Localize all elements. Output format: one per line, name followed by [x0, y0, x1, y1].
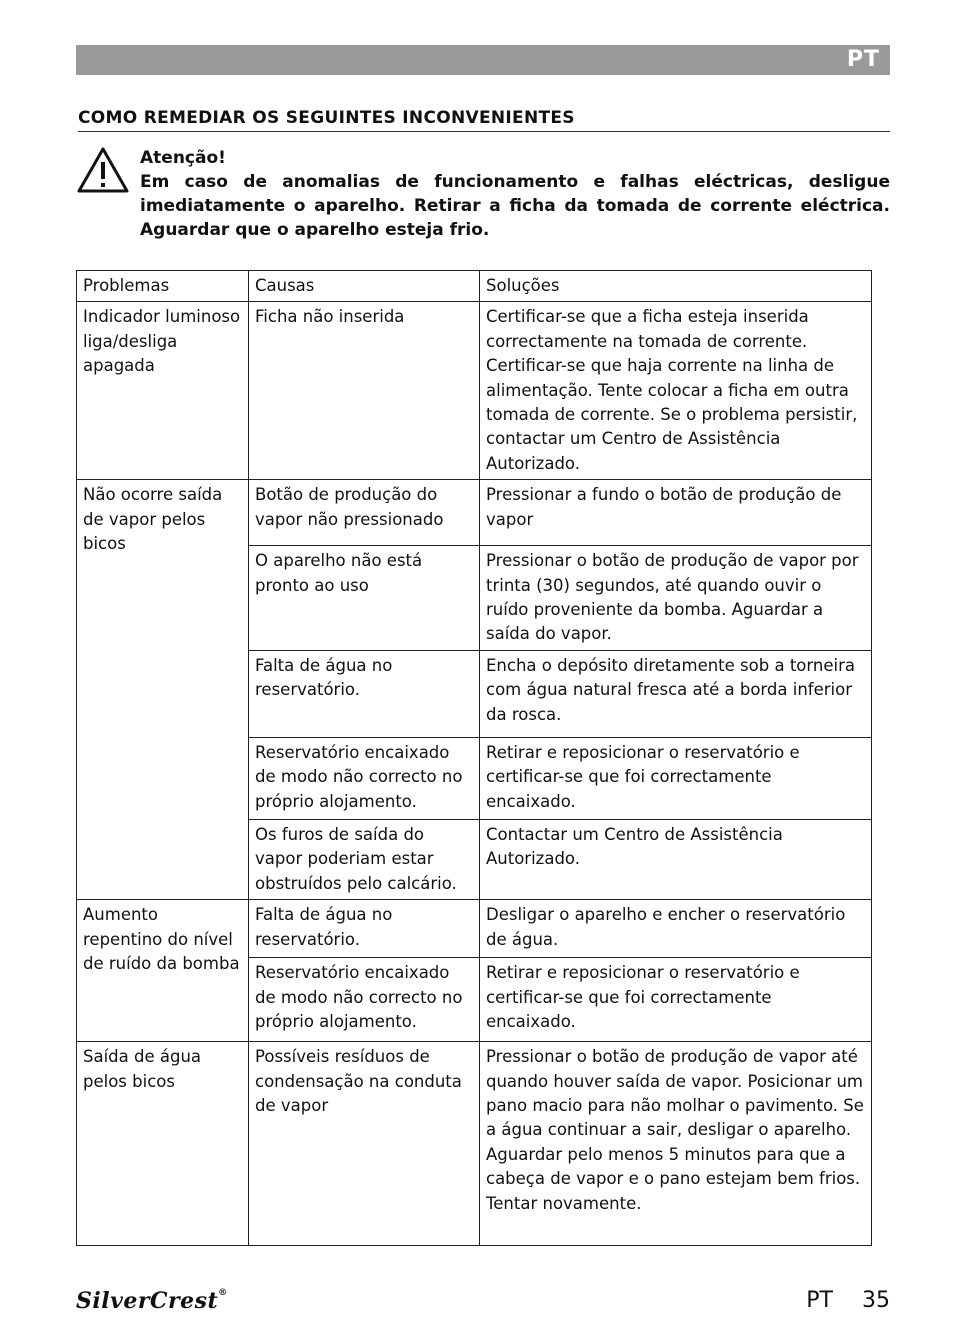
cause-cell: Ficha não inserida	[249, 302, 480, 480]
cause-cell: Botão de produção do vapor não pressionado	[249, 480, 480, 546]
header-bar	[76, 45, 890, 75]
solution-cell: Retirar e reposicionar o reservatório e certificar-se que foi correctamente encaixado.	[480, 737, 872, 819]
cause-cell: Falta de água no reservatório.	[249, 650, 480, 737]
section-title: COMO REMEDIAR OS SEGUINTES INCONVENIENTES	[78, 108, 890, 132]
solution-cell: Pressionar o botão de produção de vapor por trinta (30) segundos, até quando ouvir o ruído proveniente da bomba. Aguardar a saída do vapor.	[480, 546, 872, 651]
solution-cell: Encha o depósito diretamente sob a torneira com água natural fresca até a borda inferior da rosca.	[480, 650, 872, 737]
header-solutions: Soluções	[480, 271, 872, 302]
brand-name: SilverCrest	[76, 1288, 219, 1314]
registered-mark: ®	[218, 1288, 228, 1298]
footer-lang: PT	[806, 1288, 833, 1313]
table-body	[77, 271, 872, 1246]
language-badge: PT	[846, 47, 880, 72]
page-number: 35	[862, 1288, 890, 1313]
problem-cell: Saída de água pelos bicos	[77, 1042, 249, 1246]
table-row	[77, 302, 872, 480]
cause-cell: Reservatório encaixado de modo não correcto no próprio alojamento.	[249, 958, 480, 1042]
header-causes: Causas	[249, 271, 480, 302]
warning-body: Em caso de anomalias de funcionamento e falhas eléctricas, desligue imediatamente o aparelho. Retirar a ficha da tomada de corrente eléctrica. Aguardar que o aparelho esteja frio.	[140, 172, 890, 240]
solution-cell: Pressionar o botão de produção de vapor até quando houver saída de vapor. Posicionar um pano macio para não molhar o pavimento. Se a água continuar a sair, desligar o aparelho. Aguardar pelo menos 5 minutos para que a cabeça de vapor e o pano estejam bem frios. Tentar novamente.	[480, 1042, 872, 1246]
warning-heading: Atenção!	[140, 148, 226, 168]
cause-cell: Reservatório encaixado de modo não correcto no próprio alojamento.	[249, 737, 480, 819]
cause-cell: O aparelho não está pronto ao uso	[249, 546, 480, 651]
table-row	[77, 900, 872, 958]
table-row	[77, 480, 872, 546]
problem-cell: Não ocorre saída de vapor pelos bicos	[77, 480, 249, 900]
header-problems: Problemas	[77, 271, 249, 302]
table-header-row	[77, 271, 872, 302]
warning-text	[140, 146, 890, 242]
page-footer	[806, 1288, 890, 1313]
table-row	[77, 1042, 872, 1246]
solution-cell: Desligar o aparelho e encher o reservatório de água.	[480, 900, 872, 958]
cause-cell: Os furos de saída do vapor poderiam estar obstruídos pelo calcário.	[249, 819, 480, 899]
problem-cell: Aumento repentino do nível de ruído da bomba	[77, 900, 249, 1042]
problem-cell: Indicador luminoso liga/desliga apagada	[77, 302, 249, 480]
warning-triangle-icon	[76, 146, 130, 194]
solution-cell: Certificar-se que a ficha esteja inserida correctamente na tomada de corrente. Certificar-se que haja corrente na linha de alimentação. Tente colocar a ficha em outra tomada de corrente. Se o problema persistir, contactar um Centro de Assistência Autorizado.	[480, 302, 872, 480]
solution-cell: Pressionar a fundo o botão de produção de vapor	[480, 480, 872, 546]
cause-cell: Falta de água no reservatório.	[249, 900, 480, 958]
cause-cell: Possíveis resíduos de condensação na conduta de vapor	[249, 1042, 480, 1246]
troubleshooting-table	[76, 270, 872, 1246]
brand-logo	[76, 1288, 228, 1314]
solution-cell: Retirar e reposicionar o reservatório e certificar-se que foi correctamente encaixado.	[480, 958, 872, 1042]
solution-cell: Contactar um Centro de Assistência Autorizado.	[480, 819, 872, 899]
